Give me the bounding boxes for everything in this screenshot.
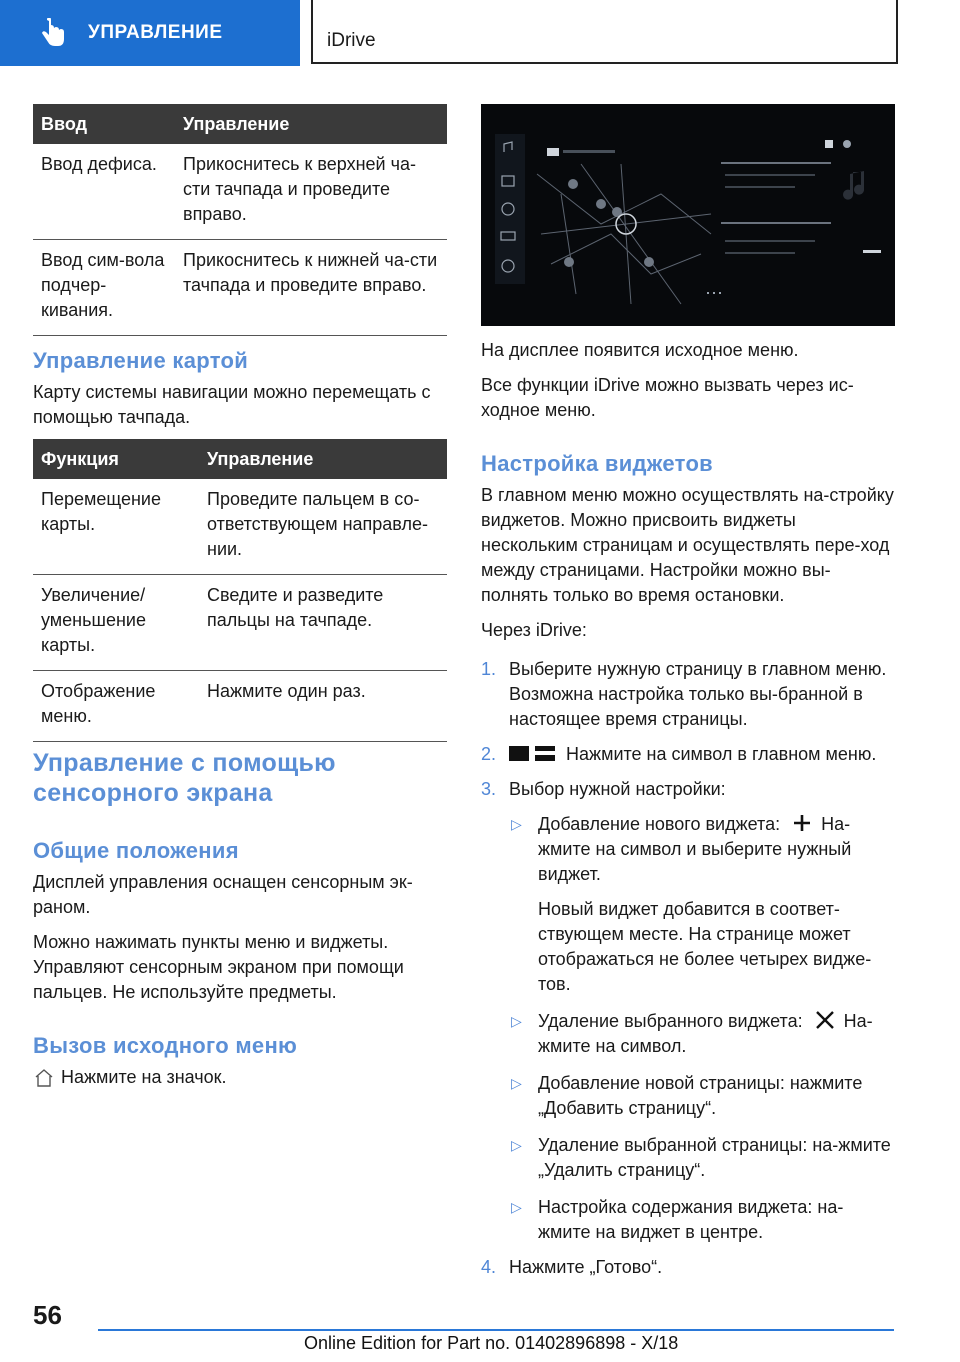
table-cell: Отображение меню. — [33, 671, 199, 742]
list-item — [481, 1009, 895, 1059]
function-table — [33, 439, 447, 742]
table-cell: Прикоснитесь к верхней ча-сти тачпада и проведите вправо. — [175, 144, 447, 240]
table-row — [33, 144, 447, 240]
step-number: 1. — [481, 659, 497, 679]
footer-edition: Online Edition for Part no. 01402896898 - X/18 — [304, 1333, 679, 1353]
touchscreen-section — [33, 748, 447, 1090]
paragraph: Дисплей управления оснащен сенсорным эк-раном. — [33, 872, 413, 917]
bullet-marker: ▷ — [511, 1013, 522, 1029]
topic-box — [311, 0, 898, 64]
screen-graphic — [481, 104, 895, 326]
paragraph: Все функции iDrive можно вызвать через ис-ходное меню. — [481, 375, 854, 420]
section-tab — [0, 0, 300, 66]
table-cell: Прикоснитесь к нижней ча-сти тачпада и проведите вправо. — [175, 240, 447, 336]
bullet-text: На-жмите на символ. — [538, 1011, 873, 1056]
home-menu-screen — [481, 104, 895, 326]
widget-layout-icon — [509, 744, 559, 762]
footer-divider — [98, 1329, 894, 1331]
table-cell: Перемещение карты. — [33, 479, 199, 575]
bullet-text: Удаление выбранного виджета: — [538, 1011, 803, 1031]
bullet-text: Добавление нового виджета: — [538, 814, 781, 834]
step-number: 4. — [481, 1257, 497, 1277]
input-table — [33, 104, 447, 336]
bullet-text: Удаление выбранной страницы: на-жмите „Удалить страницу“. — [538, 1135, 891, 1180]
bullet-marker: ▷ — [511, 1199, 522, 1215]
table-row — [33, 575, 447, 671]
table-cell: Нажмите один раз. — [199, 671, 447, 742]
paragraph: Нажмите на значок. — [61, 1067, 227, 1087]
bullet-text: Добавление новой страницы: нажмите „Добавить страницу“. — [538, 1073, 863, 1118]
list-item — [481, 1071, 895, 1121]
step-text: Нажмите на символ в главном меню. — [566, 744, 877, 764]
section-title: УПРАВЛЕНИЕ — [88, 22, 223, 43]
paragraph: На дисплее появится исходное меню. — [481, 340, 799, 360]
map-control-section — [33, 346, 447, 430]
table-header: Управление — [199, 439, 447, 479]
step-number: 2. — [481, 744, 497, 764]
subsection-heading: Вызов исходного меню — [33, 1033, 298, 1058]
table-cell: Сведите и разведите пальцы на тачпаде. — [199, 575, 447, 671]
right-text — [481, 338, 895, 1280]
close-icon — [814, 1011, 836, 1029]
bullet-text: На-жмите на символ и выберите нужный виджет. — [538, 814, 852, 884]
list-item — [481, 1133, 895, 1183]
subsection-heading: Общие положения — [33, 838, 239, 863]
step-text: Выбор нужной настройки: — [509, 779, 726, 799]
table-header: Функция — [33, 439, 199, 479]
table-row — [33, 479, 447, 575]
table-cell: Ввод сим-вола подчер-кивания. — [33, 240, 175, 336]
bullet-text: Настройка содержания виджета: на-жмите на виджет в центре. — [538, 1197, 844, 1242]
home-icon — [33, 1067, 55, 1089]
list-item — [481, 812, 895, 997]
bullet-marker: ▷ — [511, 1137, 522, 1153]
function-table-block — [33, 439, 447, 742]
page-header — [0, 0, 960, 66]
table-header: Ввод — [33, 104, 175, 144]
input-table-block — [33, 104, 447, 336]
page-number: 56 — [33, 1300, 62, 1330]
bullet-marker: ▷ — [511, 1075, 522, 1091]
list-item — [481, 777, 895, 802]
paragraph: Новый виджет добавится в соответ-ствующем месте. На странице может отображаться не более четырех видже-тов. — [538, 899, 872, 994]
subsection-heading: Настройка виджетов — [481, 451, 714, 476]
home-menu-instruction — [33, 1065, 447, 1090]
list-item — [481, 742, 895, 767]
table-cell: Увеличение/ уменьшение карты. — [33, 575, 199, 671]
step-text: Выберите нужную страницу в главном меню. Возможна настройка только вы-бранной в настоящее время страницы. — [509, 659, 887, 729]
idrive-screenshot — [481, 104, 895, 326]
bullet-marker: ▷ — [511, 816, 522, 832]
table-header: Управление — [175, 104, 447, 144]
touch-hand-icon — [40, 18, 66, 48]
paragraph: В главном меню можно осуществлять на-стройку виджетов. Можно присвоить виджеты нескольким страницам и осуществлять пере-ход между страницами. Настройки можно вы-полнять только во время остановки. — [481, 485, 894, 605]
list-item — [481, 657, 895, 732]
table-row — [33, 671, 447, 742]
section-heading: Управление картой — [33, 348, 249, 373]
paragraph: Можно нажимать пункты меню и виджеты. Управляют сенсорным экраном при помощи пальцев. Не используйте предметы. — [33, 932, 404, 1002]
table-row — [33, 240, 447, 336]
step-number: 3. — [481, 779, 497, 799]
table-cell: Ввод дефиса. — [33, 144, 175, 240]
steps-list — [481, 657, 895, 1280]
plus-icon — [791, 814, 813, 832]
list-item — [481, 1255, 895, 1280]
topic-title: iDrive — [327, 30, 376, 51]
paragraph: Карту системы навигации можно перемещать с помощью тачпада. — [33, 382, 431, 427]
list-item — [481, 1195, 895, 1245]
chapter-heading: Управление с помощью сенсорного экрана — [33, 749, 336, 807]
paragraph: Через iDrive: — [481, 620, 587, 640]
table-cell: Проведите пальцем в со-ответствующем направле-нии. — [199, 479, 447, 575]
step-text: Нажмите „Готово“. — [509, 1257, 663, 1277]
